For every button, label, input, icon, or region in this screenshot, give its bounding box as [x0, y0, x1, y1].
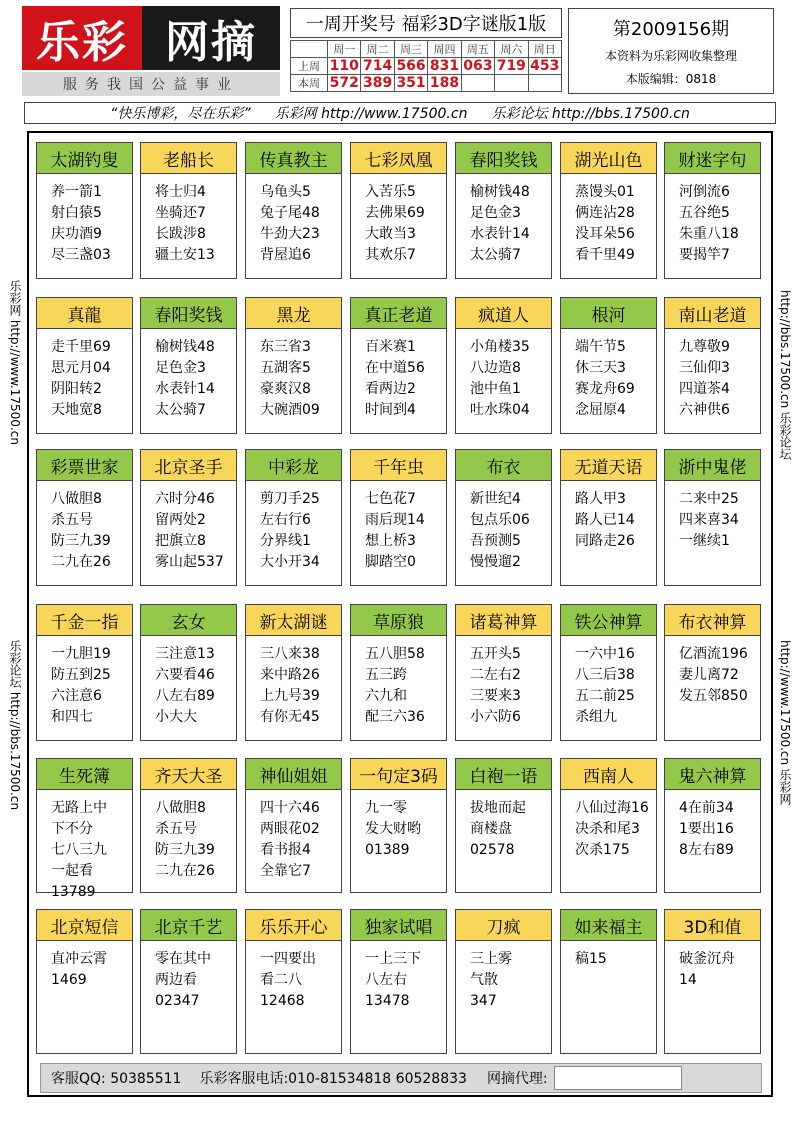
- puzzle-riddle: 路人甲3 路人已14 同路走26: [575, 491, 635, 549]
- puzzle-cell: [36, 297, 133, 434]
- puzzle-author: 千年虫: [351, 450, 446, 481]
- puzzle-author: 浙中鬼佬: [665, 450, 760, 481]
- puzzle-cell: [350, 297, 447, 434]
- puzzle-riddle: 一六中16 八三后38 五二前25 杀组九: [575, 646, 635, 725]
- day-header: 周日: [528, 41, 561, 58]
- day-header: 周五: [461, 41, 494, 58]
- last-week-number: 714: [361, 58, 394, 75]
- puzzle-cell: [140, 449, 237, 586]
- puzzle-cell: [664, 604, 761, 741]
- this-week-label: 本周: [291, 75, 328, 92]
- this-week-number: [495, 75, 528, 92]
- puzzle-author: 根河: [561, 298, 656, 329]
- puzzle-author: 真正老道: [351, 298, 446, 329]
- puzzle-cell: [664, 758, 761, 893]
- puzzle-riddle: 榆树钱48 足色金3 水表针14 太公骑7: [155, 339, 215, 418]
- puzzle-author: 千金一指: [37, 605, 132, 636]
- puzzle-author: 北京千艺: [141, 910, 236, 941]
- puzzle-author: 3D和值: [665, 910, 760, 941]
- puzzle-author: 齐天大圣: [141, 759, 236, 790]
- puzzle-author: 无道天语: [561, 450, 656, 481]
- agent-input[interactable]: [554, 1066, 682, 1090]
- puzzle-cell: [140, 909, 237, 1054]
- last-week-number: 719: [495, 58, 528, 75]
- puzzle-riddle: 剪刀手25 左右行6 分界线1 大小开34: [260, 491, 320, 570]
- puzzle-cell: [455, 449, 552, 586]
- puzzle-author: 神仙姐姐: [246, 759, 341, 790]
- puzzle-riddle: 养一箭1 射白猿5 庆功酒9 尽三盏03: [51, 184, 111, 263]
- puzzle-riddle: 河倒流6 五谷绝5 朱重八18 要揭竿7: [679, 184, 739, 263]
- puzzle-cell: [245, 449, 342, 586]
- day-header: 周一: [328, 41, 361, 58]
- puzzle-cell: [455, 909, 552, 1054]
- site2-link[interactable]: http://bbs.17500.cn: [551, 106, 690, 122]
- puzzle-riddle: 4在前34 1要出16 8左右89: [679, 800, 734, 858]
- puzzle-author: 北京短信: [37, 910, 132, 941]
- puzzle-author: 乐乐开心: [246, 910, 341, 941]
- puzzle-author: 疯道人: [456, 298, 551, 329]
- day-header: 周二: [361, 41, 394, 58]
- puzzle-cell: [350, 142, 447, 279]
- puzzle-cell: [140, 142, 237, 279]
- puzzle-riddle: 一上三下 八左右 13478: [365, 951, 421, 1009]
- last-week-number: 566: [394, 58, 427, 75]
- puzzle-riddle: 三注意13 六要看46 八左右89 小大大: [155, 646, 215, 725]
- puzzle-author: 新太湖谜: [246, 605, 341, 636]
- puzzle-riddle: 百米赛1 在中道56 看两边2 时间到4: [365, 339, 425, 418]
- puzzle-author: 真龍: [37, 298, 132, 329]
- side-text-right-top: http://bbs.17500.cn 乐彩论坛: [778, 290, 792, 461]
- issue-info: [568, 8, 774, 94]
- puzzle-cell: [36, 909, 133, 1054]
- side-text-left-top: 乐彩网 http://www.17500.cn: [8, 280, 22, 445]
- puzzle-author: 七彩凤凰: [351, 143, 446, 174]
- puzzle-riddle: 榆树钱48 足色金3 水表针14 太公骑7: [470, 184, 530, 263]
- editor-number: 本版编辑：0818: [625, 72, 717, 86]
- puzzle-author: 南山老道: [665, 298, 760, 329]
- puzzle-cell: [245, 604, 342, 741]
- puzzle-author: 诸葛神算: [456, 605, 551, 636]
- puzzle-cell: [560, 909, 657, 1054]
- last-week-number: 063: [461, 58, 494, 75]
- puzzle-author: 彩票世家: [37, 450, 132, 481]
- puzzle-riddle: 乌龟头5 兔子尾48 牛劲大23 背屋追6: [260, 184, 320, 263]
- puzzle-cell: [664, 449, 761, 586]
- puzzle-cell: [36, 604, 133, 741]
- puzzle-cell: [245, 142, 342, 279]
- puzzle-riddle: 九一零 发大财哟 01389: [365, 800, 421, 858]
- puzzle-cell: [36, 758, 133, 900]
- motto-quote: “快乐博彩，尽在乐彩”: [110, 106, 251, 122]
- puzzle-riddle: 九尊敬9 三仙仰3 四道茶4 六神供6: [679, 339, 730, 418]
- puzzle-author: 老船长: [141, 143, 236, 174]
- puzzle-cell: [140, 297, 237, 434]
- last-week-number: 453: [528, 58, 561, 75]
- puzzle-author: 白袍一语: [456, 759, 551, 790]
- puzzle-cell: [455, 142, 552, 279]
- puzzle-cell: [455, 758, 552, 893]
- source-note: 本资料为乐彩网收集整理: [604, 49, 737, 63]
- day-header: 周六: [495, 41, 528, 58]
- puzzle-riddle: 蒸馒头01 俩连沾28 没耳朵56 看千里49: [575, 184, 635, 263]
- puzzle-cell: [245, 297, 342, 434]
- puzzle-riddle: 四十六46 两眼花02 看书报4 全靠它7: [260, 800, 320, 879]
- puzzle-author: 草原狼: [351, 605, 446, 636]
- site1-label: 乐彩网: [274, 106, 317, 122]
- puzzle-author: 铁公神算: [561, 605, 656, 636]
- puzzle-riddle: 端午节5 休三天3 赛龙舟69 念屈原4: [575, 339, 635, 418]
- this-week-number: [528, 75, 561, 92]
- slogan: 服务我国公益事业: [22, 72, 280, 96]
- puzzle-riddle: 零在其中 两边看 02347: [155, 951, 211, 1009]
- puzzle-riddle: 拔地而起 商楼盘 02578: [470, 800, 526, 858]
- puzzle-riddle: 一九胆19 防五到25 六注意6 和四七: [51, 646, 111, 725]
- puzzle-riddle: 无路上中 下不分 七八三九 一起看 13789: [51, 800, 107, 900]
- day-header: 周四: [428, 41, 461, 58]
- this-week-number: [461, 75, 494, 92]
- puzzle-author: 如来福主: [561, 910, 656, 941]
- puzzle-author: 独家试唱: [351, 910, 446, 941]
- puzzle-riddle: 六时分46 留两处2 把旗立8 雾山起537: [155, 491, 224, 570]
- puzzle-cell: [350, 604, 447, 741]
- puzzle-cell: [350, 909, 447, 1054]
- logo: [22, 6, 280, 70]
- puzzle-author: 财迷字句: [665, 143, 760, 174]
- site2-label: 乐彩论坛: [491, 106, 548, 122]
- puzzle-author: 刀疯: [456, 910, 551, 941]
- puzzle-author: 太湖钓叟: [37, 143, 132, 174]
- puzzle-riddle: 八仙过海16 决杀和尾3 次杀175: [575, 800, 649, 858]
- puzzle-cell: [560, 142, 657, 279]
- puzzle-cell: [36, 449, 133, 586]
- puzzle-riddle: 东三省3 五湖客5 豪爽汉8 大碗酒09: [260, 339, 320, 418]
- issue-number: 第2009156期: [612, 19, 730, 40]
- puzzle-author: 鬼六神算: [665, 759, 760, 790]
- puzzle-cell: [350, 758, 447, 893]
- this-week-number: 572: [328, 75, 361, 92]
- puzzle-riddle: 三上雾 气散 347: [470, 951, 512, 1009]
- puzzle-riddle: 八做胆8 杀五号 防三九39 二九在26: [155, 800, 215, 879]
- site1-link[interactable]: http://www.17500.cn: [321, 106, 468, 122]
- puzzle-riddle: 七色花7 雨后现14 想上桥3 脚踏空0: [365, 491, 425, 570]
- puzzle-riddle: 小角楼35 八边造8 池中鱼1 吐水珠04: [470, 339, 530, 418]
- puzzle-riddle: 三八来38 来中路26 上九号39 有你无45: [260, 646, 320, 725]
- puzzle-cell: [560, 604, 657, 741]
- puzzle-cell: [664, 142, 761, 279]
- puzzle-riddle: 二来中25 四来喜34 一继续1: [679, 491, 739, 549]
- puzzle-author: 生死簿: [37, 759, 132, 790]
- puzzle-riddle: 新世纪4 包点乐06 吾预测5 慢慢遛2: [470, 491, 530, 570]
- last-week-number: 110: [328, 58, 361, 75]
- puzzle-cell: [245, 758, 342, 893]
- puzzle-author: 传真教主: [246, 143, 341, 174]
- last-week-label: 上周: [291, 58, 328, 75]
- puzzle-cell: [560, 758, 657, 893]
- puzzle-riddle: 走千里69 思元月04 阴阳转2 天地宽8: [51, 339, 111, 418]
- puzzle-cell: [455, 297, 552, 434]
- puzzle-author: 布衣: [456, 450, 551, 481]
- puzzle-cell: [664, 909, 761, 1054]
- puzzle-cell: [560, 297, 657, 434]
- puzzle-author: 北京圣手: [141, 450, 236, 481]
- puzzle-cell: [140, 758, 237, 893]
- puzzle-riddle: 亿酒流196 妻儿离72 发五邻850: [679, 646, 748, 704]
- service-qq: 客服QQ: 50385511: [51, 1071, 182, 1087]
- agent-label: 网摘代理:: [486, 1071, 548, 1087]
- last-week-number: 831: [428, 58, 461, 75]
- puzzle-cell: [455, 604, 552, 741]
- day-header: 周三: [394, 41, 427, 58]
- puzzle-cell: [664, 297, 761, 434]
- motto-bar: [24, 102, 776, 124]
- puzzle-riddle: 破釜沉舟 14: [679, 951, 735, 988]
- footer-bar: [40, 1063, 762, 1093]
- puzzle-riddle: 五八胆58 五三跨 六九和 配三六36: [365, 646, 425, 725]
- puzzle-riddle: 一四要出 看二八 12468: [260, 951, 316, 1009]
- puzzle-author: 湖光山色: [561, 143, 656, 174]
- service-phone: 乐彩客服电话:010-81534818 60528833: [199, 1071, 467, 1087]
- logo-red-part: 乐彩: [22, 6, 142, 70]
- side-text-right-bottom: http://www.17500.cn 乐彩网: [778, 640, 792, 805]
- puzzle-cell: [350, 449, 447, 586]
- this-week-number: 351: [394, 75, 427, 92]
- puzzle-author: 春阳奖钱: [456, 143, 551, 174]
- puzzle-author: 一句定3码: [351, 759, 446, 790]
- puzzle-author: 黑龙: [246, 298, 341, 329]
- puzzle-riddle: 八做胆8 杀五号 防三九39 二九在26: [51, 491, 111, 570]
- puzzle-riddle: 直冲云霄 1469: [51, 951, 107, 988]
- this-week-number: 389: [361, 75, 394, 92]
- puzzle-riddle: 将士归4 坐骑还7 长跋涉8 疆土安13: [155, 184, 215, 263]
- puzzle-author: 西南人: [561, 759, 656, 790]
- logo-black-part: 网摘: [165, 17, 257, 68]
- puzzle-riddle: 五开头5 二左右2 三要来3 小六防6: [470, 646, 521, 725]
- this-week-number: 188: [428, 75, 461, 92]
- puzzle-riddle: 稿15: [575, 951, 607, 967]
- draw-results-table: [290, 40, 562, 92]
- puzzle-cell: [560, 449, 657, 586]
- puzzle-cell: [36, 142, 133, 279]
- puzzle-author: 布衣神算: [665, 605, 760, 636]
- puzzle-riddle: 入苦乐5 去佛果69 大敢当3 其欢乐7: [365, 184, 425, 263]
- issue-title: 一周开奖号 福彩3D字谜版1版: [290, 8, 562, 38]
- puzzle-author: 中彩龙: [246, 450, 341, 481]
- puzzle-author: 玄女: [141, 605, 236, 636]
- puzzle-cell: [245, 909, 342, 1054]
- side-text-left-bottom: 乐彩论坛 http://bbs.17500.cn: [8, 640, 22, 811]
- puzzle-author: 春阳奖钱: [141, 298, 236, 329]
- puzzle-cell: [140, 604, 237, 741]
